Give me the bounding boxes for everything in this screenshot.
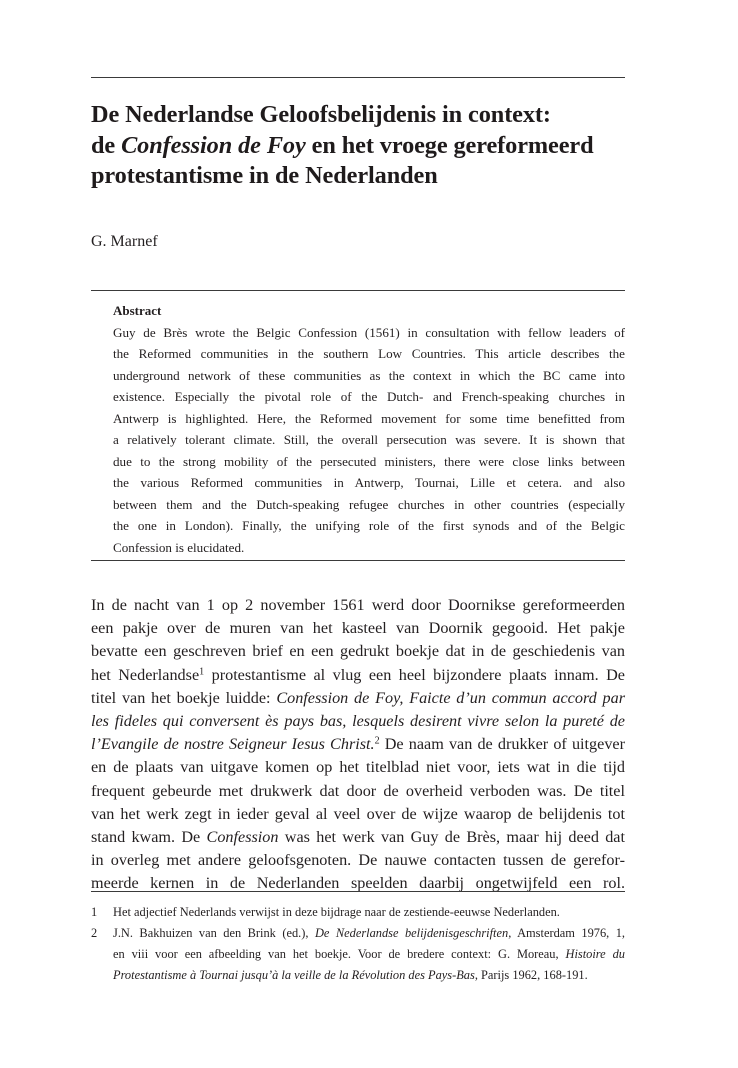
abstract-top-rule — [91, 290, 625, 291]
abstract-line: Confession is elucidated. — [113, 539, 245, 555]
title-line-1: De Nederlandse Geloofsbelijdenis in context: — [91, 101, 551, 128]
footnote-line — [113, 923, 625, 944]
footnote-ref-2[interactable]: 2 — [374, 735, 380, 747]
body-line: bevatte een geschreven brief en een gedrukt boekje dat in de geschiedenis van — [91, 642, 625, 661]
footnote-1 — [91, 902, 625, 923]
body-line: een pakje over de muren van het kasteel van Doornik gegooid. Het pakje — [91, 619, 625, 638]
abstract-bottom-rule — [91, 560, 625, 561]
body-text-span: titel van het boekje luidde: — [91, 688, 277, 707]
abstract-line: existence. Especially the pivotal role of the Dutch- and French-speaking churches in — [113, 389, 625, 404]
title-line-2 — [91, 131, 651, 162]
body-line — [91, 664, 625, 687]
abstract-line: Antwerp is highlighted. Here, the Reformed movement for some time benefitted from — [113, 410, 625, 426]
footnote-text: , Amsterdam 1976, 1, — [508, 926, 626, 940]
article-title — [91, 100, 651, 192]
footnote-number: 1 — [91, 905, 98, 919]
book-title-italic: les fideles qui conversent ès pays bas, lesquels desirent vivre selon la pureté de — [91, 711, 625, 730]
book-title-italic: Confession de Foy, Faicte d’un commun accord par — [276, 688, 625, 707]
footnote-number: 2 — [91, 926, 98, 940]
body-line — [91, 710, 625, 733]
abstract-line: due to the strong mobility of the persecuted ministers, there were close links between — [113, 453, 625, 469]
abstract-heading: Abstract — [113, 303, 162, 318]
confession-italic: Confession — [206, 827, 279, 846]
abstract-line: a relatively tolerant climate. Still, the overall persecution was severe. It is shown that — [113, 432, 625, 447]
abstract-line: Guy de Brès wrote the Belgic Confession (1561) in consultation with fellow leaders of — [113, 324, 625, 340]
body-text-span: De naam van de drukker of uitgever — [379, 735, 625, 754]
author-name: G. Marnef — [91, 233, 158, 250]
body-line: in overleg met andere geloofsgenoten. De nauwe contacten tussen de gerefor- — [91, 851, 625, 870]
body-line: en de plaats van uitgave komen op het titelblad niet voor, iets wat in die tijd — [91, 758, 625, 777]
footnote-italic: Histoire du — [565, 947, 625, 961]
title-line-3: protestantisme in de Nederlanden — [91, 162, 438, 189]
footnote-italic: Protestantisme à Tournai jusqu’à la veille de la Révolution des Pays-Bas — [113, 968, 475, 982]
body-line — [91, 826, 625, 849]
abstract-line: underground network of these communities as the context in which the BC came into — [113, 367, 625, 383]
footnote-2 — [91, 923, 625, 986]
title-text: en het vroege gereformeerd — [305, 131, 594, 159]
abstract-line: between them and the Dutch-speaking refugee churches in other countries (especially — [113, 496, 625, 512]
footnote-rule — [91, 891, 625, 892]
top-rule — [91, 77, 625, 78]
footnote-ref-1[interactable]: 1 — [199, 666, 205, 678]
body-text-span: protestantisme al vlug een heel bijzondere plaats innam. De — [204, 665, 625, 684]
abstract — [113, 300, 625, 558]
title-italic: Confession de Foy — [121, 131, 306, 159]
abstract-line: the various Reformed communities in Antwerp, Tournai, Lille et cetera. and also — [113, 475, 625, 490]
footnote-line — [113, 965, 625, 986]
abstract-line: the one in London). Finally, the unifying role of the first synods and of the Belgic — [113, 518, 625, 533]
footnote-italic: De Nederlandse belijdenisgeschriften — [314, 926, 509, 940]
footnote-text: Het adjectief Nederlands verwijst in deze bijdrage naar de zestiende-eeuwse Nederlanden. — [113, 905, 560, 919]
body-line — [91, 733, 625, 756]
footnote-text: J.N. Bakhuizen van den Brink (ed.), — [113, 926, 315, 940]
book-title-italic: l’Evangile de nostre Seigneur Iesus Christ. — [91, 735, 375, 754]
footnote-text: , Parijs 1962, 168-191. — [474, 968, 588, 982]
title-text: de — [91, 131, 122, 159]
body-line: frequent gebeurde met drukwerk dat door de overheid verboden was. De titel — [91, 781, 625, 800]
body-line: van het werk zegt in ieder geval al veel over de wijze waarop de belijdenis tot — [91, 804, 625, 823]
footnote-text: en viii voor een afbeelding van het boekje. Voor de bredere context: G. Moreau, — [113, 947, 566, 961]
body-line: In de nacht van 1 op 2 november 1561 werd door Doornikse gereformeerden — [91, 596, 625, 614]
footnote-line — [113, 944, 625, 965]
footnotes — [91, 902, 625, 986]
body-text-span: het Nederlandse — [91, 665, 200, 684]
abstract-line: the Reformed communities in the southern Low Countries. This article describes the — [113, 346, 625, 361]
body-line: meerde kernen in de Nederlanden speelden daarbij ongetwijfeld een rol. — [91, 874, 625, 893]
body-line — [91, 687, 625, 710]
body-text-span: was het werk van Guy de Brès, maar hij deed dat — [278, 827, 625, 846]
body-text-span: stand kwam. De — [91, 827, 207, 846]
body-text — [91, 594, 625, 895]
